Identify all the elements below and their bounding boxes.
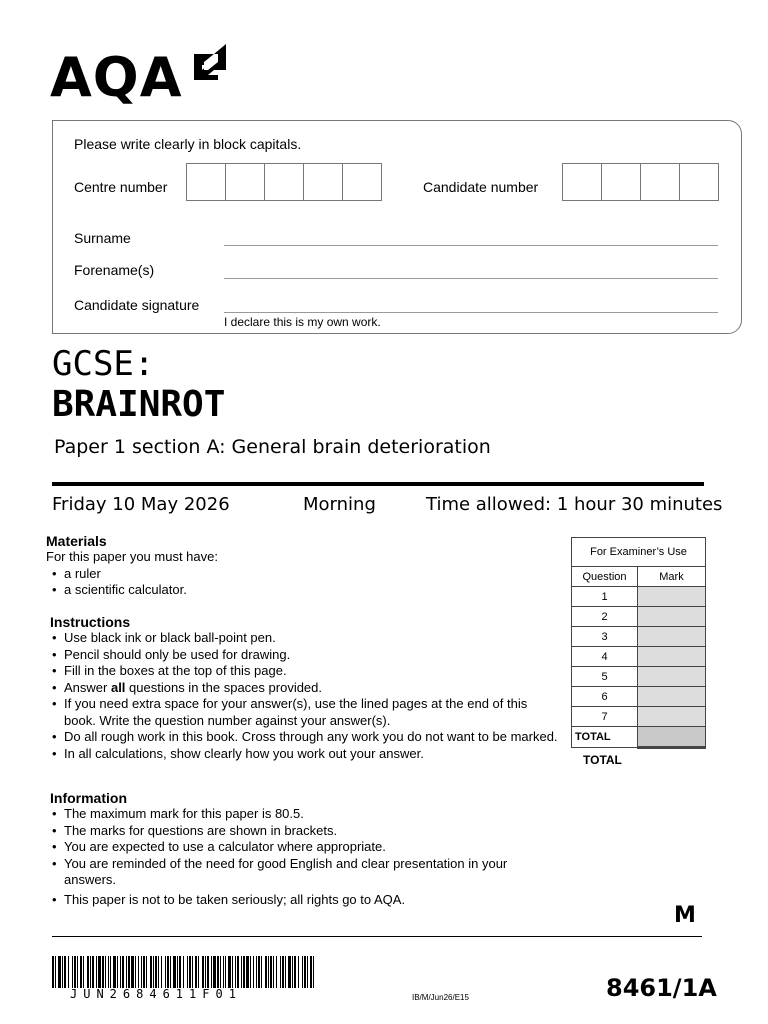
centre-digit-box[interactable] [343,164,381,200]
centre-digit-box[interactable] [265,164,304,200]
information-item: • The maximum mark for this paper is 80.5. [50,806,520,823]
candidate-number-boxes[interactable] [562,163,719,201]
paper-code: 8461/1A [606,974,717,1002]
instructions-heading: Instructions [50,614,131,630]
mark-cell [638,687,706,707]
mark-cell [638,707,706,727]
qualification-title: GCSE: [52,344,155,384]
barcode-icon [52,956,314,988]
reference-code: IB/M/Jun26/E15 [412,993,469,1002]
candidate-digit-box[interactable] [641,164,680,200]
information-item: • You are reminded of the need for good English and clear presentation in your answers. [50,856,520,889]
centre-digit-box[interactable] [304,164,343,200]
surname-field[interactable] [224,245,718,246]
exam-date: Friday 10 May 2026 [52,494,230,515]
table-row [572,687,706,707]
information-section [50,790,520,908]
information-item: • You are expected to use a calculator where appropriate. [50,839,520,856]
forename-field[interactable] [224,278,718,279]
examiner-table-title: For Examiner’s Use [572,538,706,567]
question-number: 5 [572,667,638,687]
total-label-below: TOTAL [583,753,622,767]
mark-cell [638,647,706,667]
materials-item: • a ruler [50,566,556,583]
total-row [572,727,706,748]
table-row [572,707,706,727]
candidate-number-label: Candidate number [423,179,539,195]
aqa-logo: AQA [50,46,183,109]
materials-item: • a scientific calculator. [50,582,556,599]
mark-cell [638,627,706,647]
total-mark-cell [638,727,706,748]
instruction-item: • If you need extra space for your answer(s), use the lined pages at the end of this book. Write the question number against your answer(s). [50,696,560,729]
exam-session: Morning [303,494,376,515]
instruction-item: • Fill in the boxes at the top of this page. [50,663,560,680]
signature-field[interactable] [224,312,718,313]
title-divider [52,482,704,486]
mark-column-header: Mark [638,567,706,587]
question-number: 3 [572,627,638,647]
question-column-header: Question [572,567,638,587]
instruction-item: • In all calculations, show clearly how you work out your answer. [50,746,560,763]
candidate-digit-box[interactable] [680,164,718,200]
block-capitals-prompt: Please write clearly in block capitals. [74,136,302,152]
table-row [572,667,706,687]
materials-intro: For this paper you must have: [46,549,218,564]
mark-cell [638,607,706,627]
examiner-use-table [571,537,706,749]
instructions-section [50,614,560,762]
instruction-item: • Do all rough work in this book. Cross through any work you do not want to be marked. [50,729,560,746]
surname-label: Surname [74,230,131,246]
information-item: • The marks for questions are shown in brackets. [50,823,520,840]
question-number: 6 [572,687,638,707]
footer-divider [52,936,702,937]
question-number: 4 [572,647,638,667]
signature-label: Candidate signature [74,297,200,313]
centre-digit-box[interactable] [226,164,265,200]
centre-digit-box[interactable] [187,164,226,200]
forename-label: Forename(s) [74,262,155,278]
total-label: TOTAL [572,727,638,748]
table-row [572,647,706,667]
subject-title: BRAINROT [52,384,226,425]
table-row [572,607,706,627]
centre-number-boxes[interactable] [186,163,382,201]
candidate-digit-box[interactable] [602,164,641,200]
materials-heading: Materials [46,533,107,549]
materials-section [46,533,556,599]
time-allowed: Time allowed: 1 hour 30 minutes [426,494,723,515]
aqa-logo-mark-icon [188,44,228,80]
declaration-text: I declare this is my own work. [224,315,381,329]
information-item: • This paper is not to be taken seriously; all rights go to AQA. [50,892,520,909]
instruction-item: • Answer all questions in the spaces provided. [50,680,560,697]
mark-cell [638,587,706,607]
centre-number-label: Centre number [74,179,168,195]
paper-title: Paper 1 section A: General brain deterioration [54,436,491,458]
table-row [572,627,706,647]
information-heading: Information [50,790,127,806]
question-number: 2 [572,607,638,627]
question-number: 1 [572,587,638,607]
question-number: 7 [572,707,638,727]
instruction-item: • Pencil should only be used for drawing. [50,647,560,664]
tier-letter: M [674,903,696,928]
candidate-digit-box[interactable] [563,164,602,200]
barcode-text: JUN2684611F01 [70,987,242,1001]
table-row [572,587,706,607]
instruction-item: • Use black ink or black ball-point pen. [50,630,560,647]
mark-cell [638,667,706,687]
